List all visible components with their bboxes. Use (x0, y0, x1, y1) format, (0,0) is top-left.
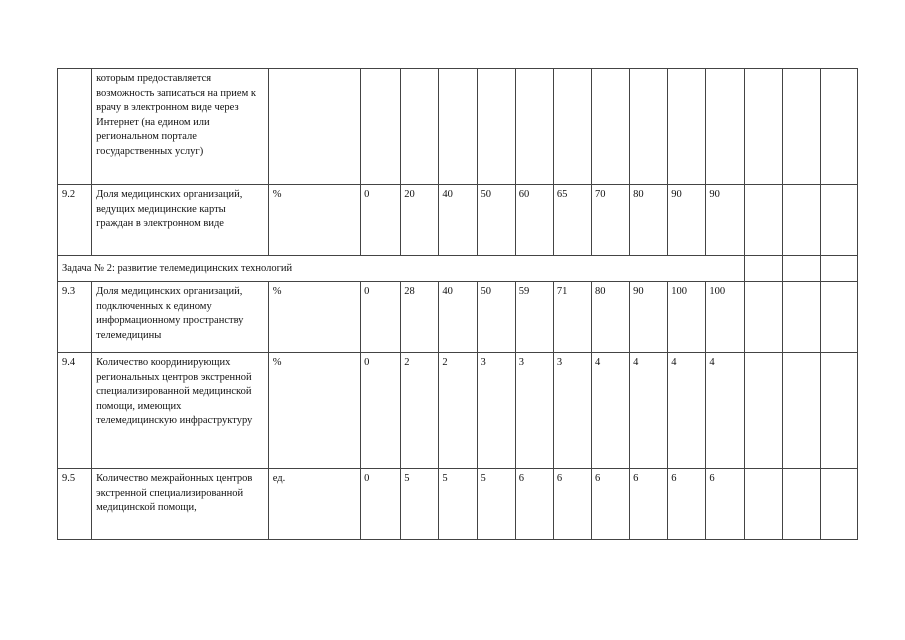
value-cell: 80 (630, 185, 668, 256)
row-number: 9.3 (58, 282, 92, 353)
value-cell: 6 (668, 469, 706, 540)
value-cell: 0 (361, 282, 401, 353)
value-cell: 0 (361, 469, 401, 540)
row-number: 9.5 (58, 469, 92, 540)
value-cell: 4 (668, 353, 706, 469)
value-cell (591, 69, 629, 185)
value-cell: 28 (401, 282, 439, 353)
value-cell: 60 (515, 185, 553, 256)
empty-cell (744, 185, 782, 256)
value-cell: 40 (439, 282, 477, 353)
empty-cell (744, 353, 782, 469)
row-number: 9.4 (58, 353, 92, 469)
value-cell: 2 (401, 353, 439, 469)
value-cell: 50 (477, 185, 515, 256)
value-cell: 70 (591, 185, 629, 256)
table-row (58, 69, 858, 185)
value-cell (706, 69, 744, 185)
empty-cell (744, 69, 782, 185)
indicators-table (57, 68, 858, 540)
table-row (58, 185, 858, 256)
unit-cell: ед. (268, 469, 360, 540)
empty-cell (744, 256, 782, 282)
value-cell: 59 (515, 282, 553, 353)
empty-cell (820, 282, 857, 353)
table-row (58, 353, 858, 469)
empty-cell (782, 185, 820, 256)
value-cell: 50 (477, 282, 515, 353)
value-cell: 6 (515, 469, 553, 540)
empty-cell (820, 69, 857, 185)
row-number: 9.2 (58, 185, 92, 256)
value-cell (361, 69, 401, 185)
empty-cell (782, 256, 820, 282)
value-cell: 100 (668, 282, 706, 353)
value-cell: 90 (630, 282, 668, 353)
empty-cell (744, 469, 782, 540)
value-cell: 4 (591, 353, 629, 469)
value-cell: 4 (630, 353, 668, 469)
empty-cell (782, 353, 820, 469)
value-cell (553, 69, 591, 185)
value-cell (401, 69, 439, 185)
value-cell (630, 69, 668, 185)
empty-cell (820, 256, 857, 282)
value-cell: 90 (668, 185, 706, 256)
value-cell: 2 (439, 353, 477, 469)
value-cell: 65 (553, 185, 591, 256)
value-cell (668, 69, 706, 185)
empty-cell (782, 282, 820, 353)
section-title: Задача № 2: развитие телемедицинских технологий (58, 256, 745, 282)
value-cell: 90 (706, 185, 744, 256)
empty-cell (744, 282, 782, 353)
value-cell: 6 (591, 469, 629, 540)
unit-cell: % (268, 185, 360, 256)
section-row (58, 256, 858, 282)
table-row (58, 282, 858, 353)
value-cell (439, 69, 477, 185)
unit-cell (268, 69, 360, 185)
value-cell: 5 (439, 469, 477, 540)
value-cell: 0 (361, 353, 401, 469)
indicator-name: которым предоставляется возможность записаться на прием к врачу в электронном виде через Интернет (на едином или региональном портале государственных услуг) (92, 69, 269, 185)
value-cell (515, 69, 553, 185)
indicator-name: Доля медицинских организаций, подключенных к единому информационному пространству телемедицины (92, 282, 269, 353)
unit-cell: % (268, 353, 360, 469)
value-cell: 0 (361, 185, 401, 256)
row-number (58, 69, 92, 185)
indicator-name: Доля медицинских организаций, ведущих медицинские карты граждан в электронном виде (92, 185, 269, 256)
value-cell: 3 (553, 353, 591, 469)
unit-cell: % (268, 282, 360, 353)
empty-cell (820, 469, 857, 540)
value-cell: 4 (706, 353, 744, 469)
value-cell: 71 (553, 282, 591, 353)
value-cell: 20 (401, 185, 439, 256)
value-cell: 6 (553, 469, 591, 540)
value-cell: 40 (439, 185, 477, 256)
empty-cell (820, 353, 857, 469)
value-cell: 100 (706, 282, 744, 353)
value-cell: 5 (401, 469, 439, 540)
value-cell: 3 (477, 353, 515, 469)
indicator-name: Количество координирующих региональных центров экстренной специализированной медицинской помощи, имеющих телемедицинскую инфраструктуру (92, 353, 269, 469)
value-cell: 6 (706, 469, 744, 540)
empty-cell (782, 469, 820, 540)
value-cell: 6 (630, 469, 668, 540)
value-cell: 80 (591, 282, 629, 353)
table-row (58, 469, 858, 540)
value-cell: 5 (477, 469, 515, 540)
empty-cell (820, 185, 857, 256)
value-cell (477, 69, 515, 185)
value-cell: 3 (515, 353, 553, 469)
indicator-name: Количество межрайонных центров экстренной специализированной медицинской помощи, (92, 469, 269, 540)
empty-cell (782, 69, 820, 185)
